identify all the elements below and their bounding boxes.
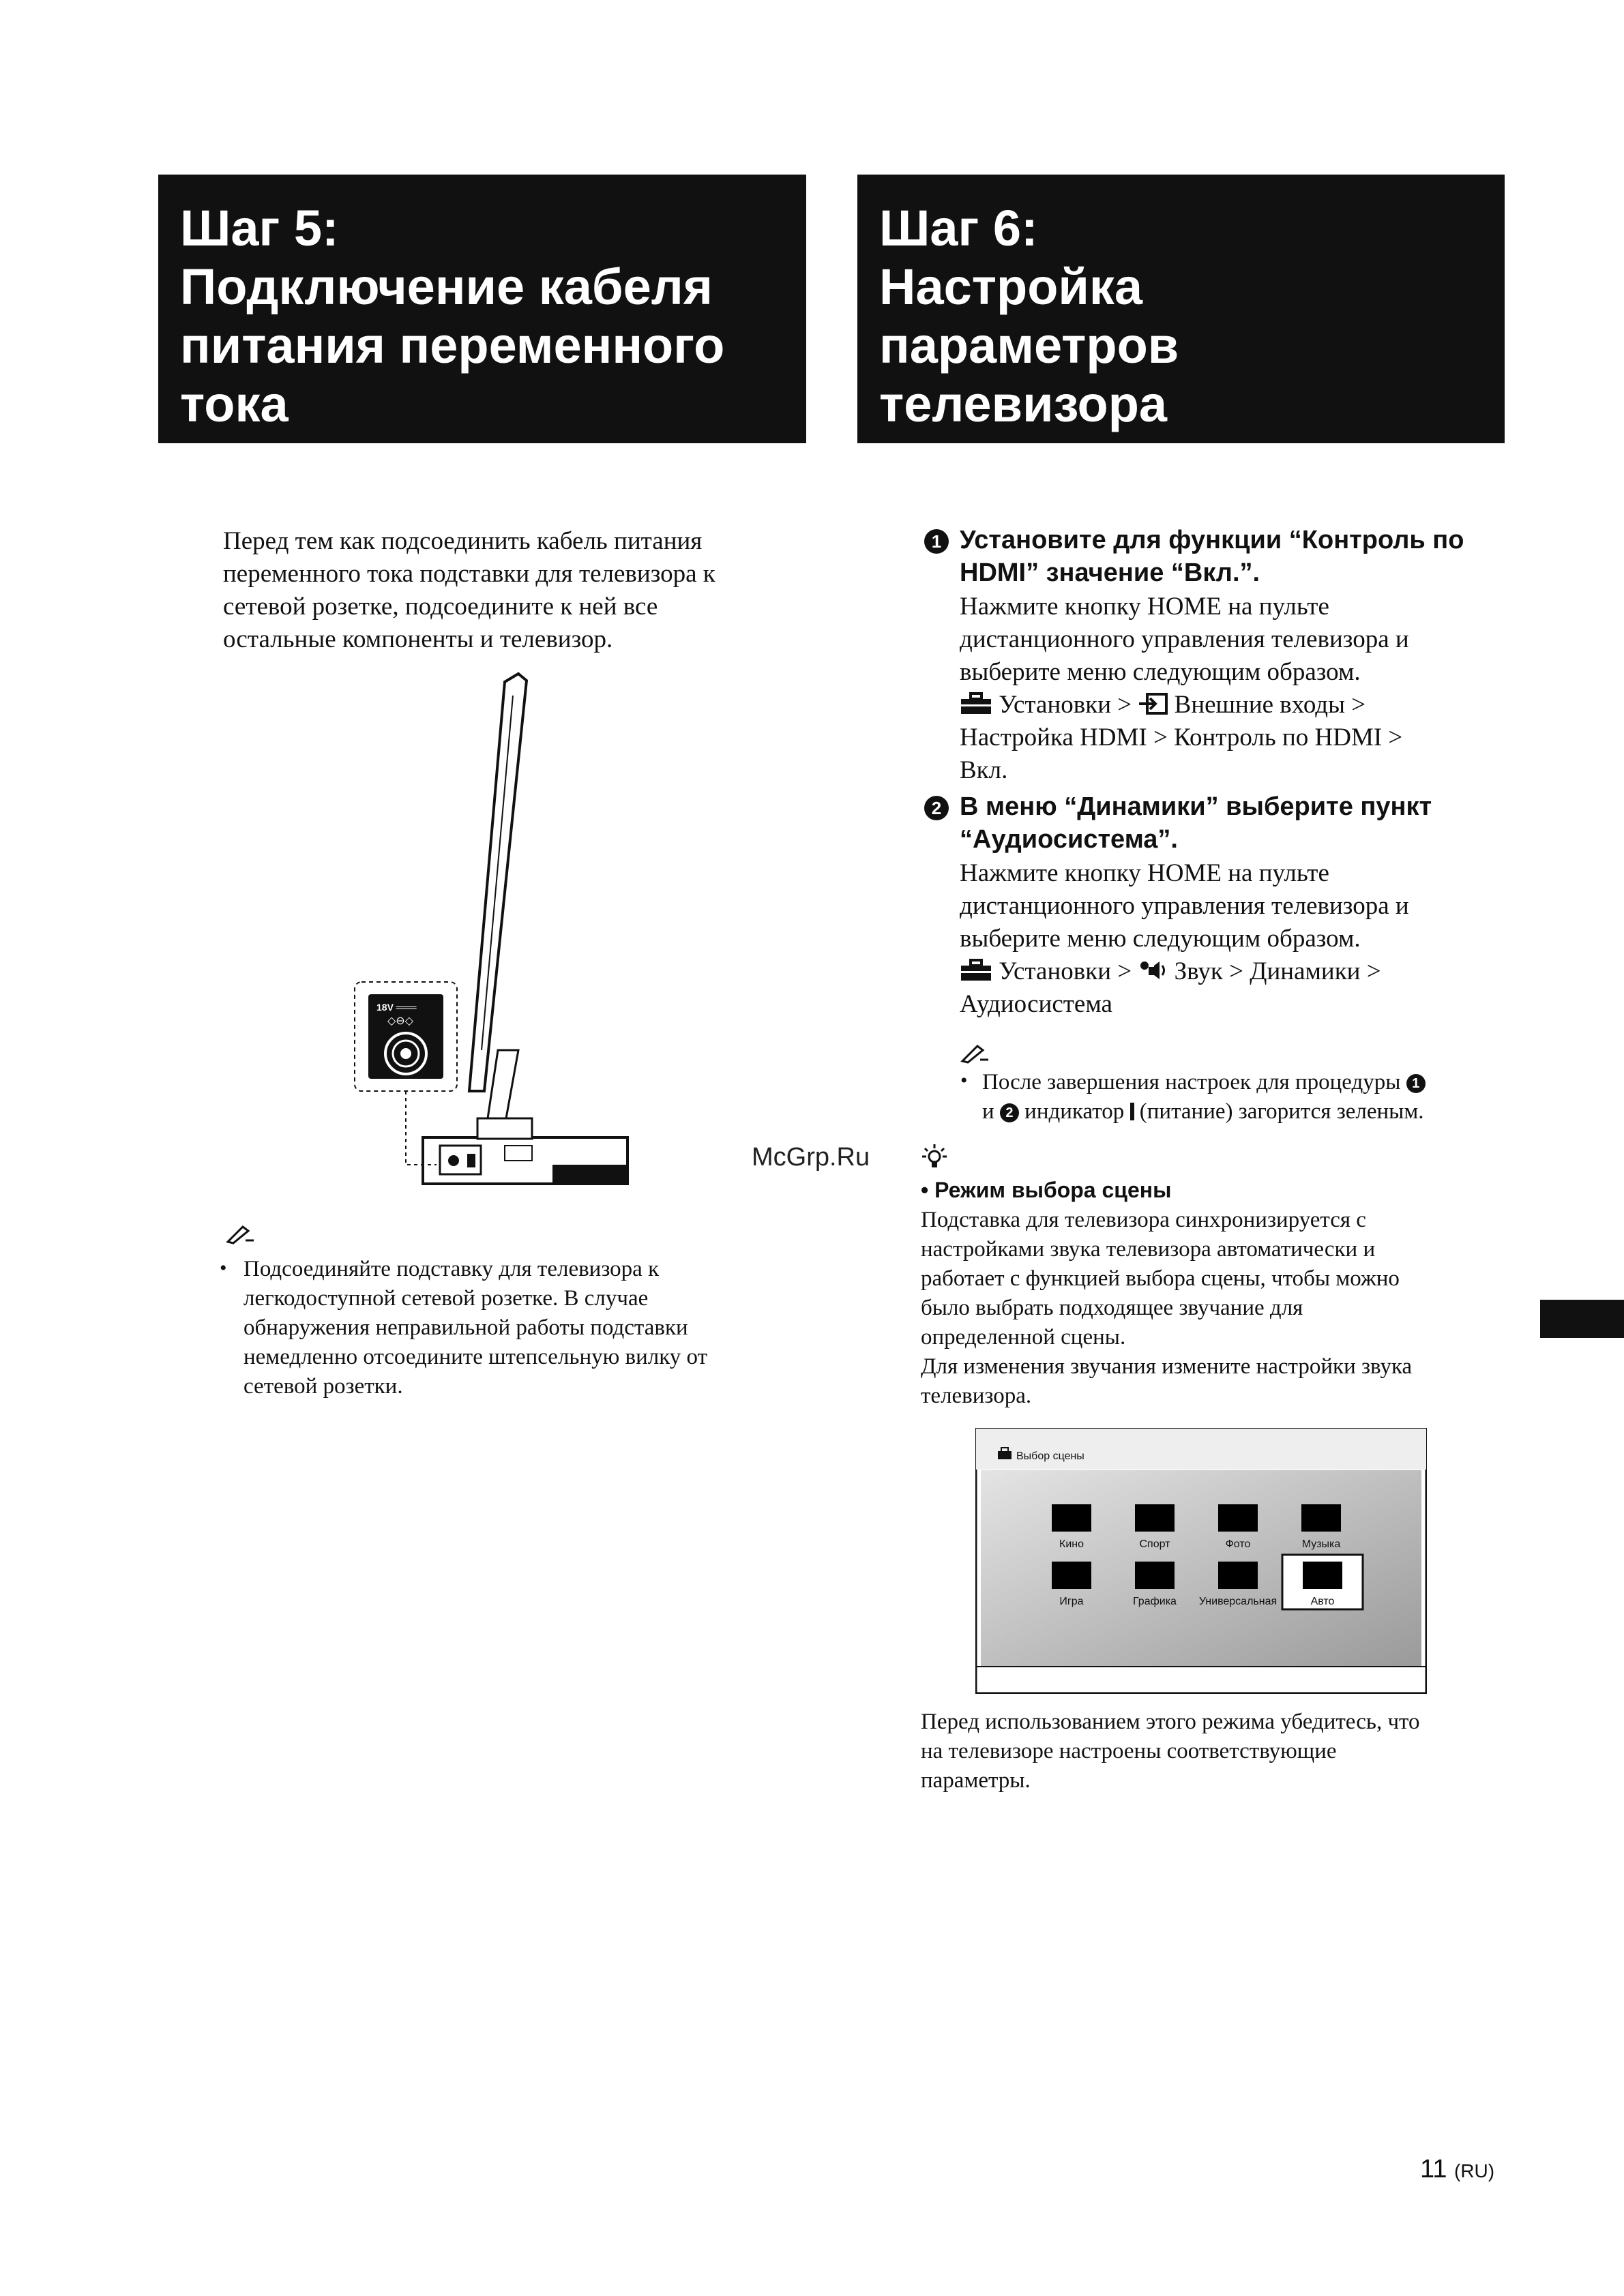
tip-title-row: • Режим выбора сцены (921, 1178, 1172, 1202)
step5-intro: Перед тем как подсоединить кабель питания переменного тока подставки для телевизора к сетевой розетке, подсоедините к ней все остальные компоненты и телевизор. (223, 527, 715, 653)
scene-select-screen (975, 1428, 1427, 1694)
step6-title-line: параметров (879, 317, 1179, 374)
svg-text:Игра: Игра (1059, 1596, 1084, 1607)
svg-text:Универсальная: Универсальная (1198, 1596, 1278, 1607)
bullet: • (960, 1069, 968, 1092)
step5-title-line: питания переменного (180, 317, 725, 374)
step6-title-line: Шаг 6: (879, 200, 1038, 256)
scene-screen-title: Выбор сцены (1016, 1450, 1084, 1462)
svg-text:Спорт: Спорт (1139, 1538, 1170, 1550)
step6-title-line: Настройка (879, 258, 1143, 315)
step5-title-line: Шаг 5: (180, 200, 339, 256)
step2-number: 2 (924, 796, 949, 820)
scene-caption: Перед использованием этого режима убедитесь, что на телевизоре настроены соответствующие параметры. (921, 1710, 1420, 1793)
note-pencil-icon (225, 1224, 255, 1244)
svg-text:◇⊖◇: ◇⊖◇ (387, 1015, 414, 1027)
scene-item-graphics[interactable] (1133, 1562, 1177, 1607)
tip-lightbulb-icon (921, 1143, 948, 1170)
svg-text:Музыка: Музыка (1301, 1538, 1341, 1550)
tip-body: Подставка для телевизора синхронизируется с настройками звука телевизора автоматически и работает с функцией выбора сцены, чтобы можно было выбрать подходящее звучание для определенной сцены. Для изменения звучания измените настройки звука телевизора. (921, 1208, 1413, 1408)
step5-title-line: Подключение кабеля (180, 258, 713, 315)
note-pencil-icon (960, 1043, 990, 1064)
scene-item-auto-selected[interactable] (1282, 1555, 1363, 1609)
svg-text:Авто: Авто (1310, 1596, 1335, 1607)
tip-title: Режим выбора сцены (934, 1178, 1172, 1202)
step2-body: Нажмите кнопку HOME на пульте дистанционного управления телевизора и выберите меню следующим образом. Установки > Звук > Динамики > Аудиосистема (960, 859, 1409, 1018)
step1-body: Нажмите кнопку HOME на пульте дистанционного управления телевизора и выберите меню следующим образом. Установки > Внешние входы > Настройка HDMI > Контроль по HDMI > Вкл. (960, 593, 1409, 784)
input-icon (1138, 692, 1168, 715)
step1-ref: 1 (1406, 1074, 1426, 1093)
scene-item-sport[interactable] (1135, 1504, 1175, 1550)
step1-number: 1 (924, 529, 949, 554)
page-number: 11 (RU) (1420, 2155, 1495, 2183)
section-tab-marker (1540, 1300, 1624, 1338)
svg-text:Графика: Графика (1133, 1596, 1177, 1607)
step6-title-line: телевизора (879, 376, 1168, 432)
port-label: 18V ═══ (377, 1002, 417, 1013)
step2-ref: 2 (1000, 1103, 1019, 1122)
power-indicator-icon (1130, 1103, 1134, 1120)
step6-banner (857, 175, 1505, 443)
step2-heading: В меню “Динамики” выберите пункт “Аудиосистема”. (960, 792, 1432, 854)
toolbox-icon (960, 692, 992, 715)
tv-stand-illustration (348, 668, 641, 1200)
svg-text:Фото: Фото (1225, 1538, 1251, 1550)
step6-note: После завершения настроек для процедуры 1 и 2 индикатор (питание) загорится зеленым. (982, 1068, 1514, 1127)
sound-icon (1138, 959, 1168, 982)
toolbox-icon (960, 959, 992, 982)
svg-text:Кино: Кино (1059, 1538, 1084, 1550)
step5-banner (158, 175, 806, 443)
step5-note: Подсоединяйте подставку для телевизора к легкодоступной сетевой розетке. В случае обнаружения неправильной работы подставки немедленно отсоедините штепсельную вилку от сетевой розетки. (243, 1257, 708, 1399)
scene-item-music[interactable] (1301, 1504, 1341, 1550)
bullet: • (220, 1257, 227, 1279)
step5-title-line: тока (180, 376, 289, 432)
watermark: McGrp.Ru (752, 1143, 870, 1172)
step1-heading: Установите для функции “Контроль по HDMI” значение “Вкл.”. (960, 526, 1464, 587)
